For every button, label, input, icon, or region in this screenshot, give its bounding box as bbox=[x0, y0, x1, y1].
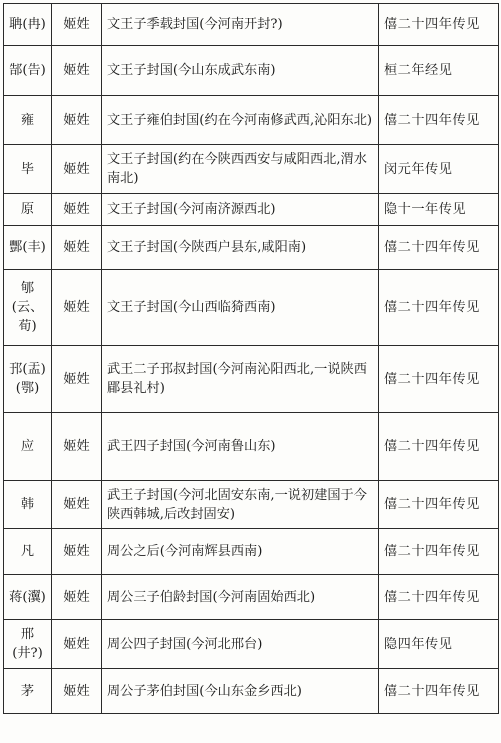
state-name-cell: 郇(云、荀) bbox=[4, 270, 52, 346]
state-name-cell: 毕 bbox=[4, 145, 52, 194]
record-reference-cell: 桓二年经见 bbox=[379, 46, 499, 96]
table-row bbox=[4, 669, 499, 714]
surname-cell: 姬姓 bbox=[52, 413, 102, 481]
fief-description-cell: 周公子茅伯封国(今山东金乡西北) bbox=[102, 669, 379, 714]
record-reference-cell: 僖二十四年传见 bbox=[379, 346, 499, 413]
state-name-cell: 聃(冉) bbox=[4, 4, 52, 46]
fief-description-cell: 周公四子封国(今河北邢台) bbox=[102, 620, 379, 669]
surname-cell: 姬姓 bbox=[52, 575, 102, 620]
table-row bbox=[4, 145, 499, 194]
surname-cell: 姬姓 bbox=[52, 194, 102, 226]
state-name-cell: 雍 bbox=[4, 96, 52, 145]
table-row bbox=[4, 46, 499, 96]
surname-cell: 姬姓 bbox=[52, 145, 102, 194]
table-row bbox=[4, 96, 499, 145]
record-reference-cell: 僖二十四年传见 bbox=[379, 669, 499, 714]
state-name-cell: 酆(丰) bbox=[4, 226, 52, 270]
state-name-cell: 凡 bbox=[4, 529, 52, 575]
record-reference-cell: 闵元年传见 bbox=[379, 145, 499, 194]
record-reference-cell: 僖二十四年传见 bbox=[379, 529, 499, 575]
fief-description-cell: 文王子封国(今山西临猗西南) bbox=[102, 270, 379, 346]
surname-cell: 姬姓 bbox=[52, 346, 102, 413]
fief-description-cell: 武王二子邘叔封国(今河南沁阳西北,一说陕西郿县礼村) bbox=[102, 346, 379, 413]
record-reference-cell: 僖二十四年传见 bbox=[379, 96, 499, 145]
state-name-cell: 韩 bbox=[4, 481, 52, 529]
record-reference-cell: 僖二十四年传见 bbox=[379, 4, 499, 46]
table-row bbox=[4, 194, 499, 226]
table-row bbox=[4, 529, 499, 575]
record-reference-cell: 隐十一年传见 bbox=[379, 194, 499, 226]
table-row bbox=[4, 413, 499, 481]
surname-cell: 姬姓 bbox=[52, 226, 102, 270]
table-row bbox=[4, 575, 499, 620]
record-reference-cell: 僖二十四年传见 bbox=[379, 481, 499, 529]
fief-description-cell: 文王子雍伯封国(约在今河南修武西,沁阳东北) bbox=[102, 96, 379, 145]
surname-cell: 姬姓 bbox=[52, 669, 102, 714]
fief-description-cell: 武王子封国(今河北固安东南,一说初建国于今陕西韩城,后改封固安) bbox=[102, 481, 379, 529]
surname-cell: 姬姓 bbox=[52, 620, 102, 669]
state-name-cell: 应 bbox=[4, 413, 52, 481]
fief-description-cell: 文王子季载封国(今河南开封?) bbox=[102, 4, 379, 46]
table-row bbox=[4, 620, 499, 669]
state-name-cell: 蒋(瀷) bbox=[4, 575, 52, 620]
state-name-cell: 茅 bbox=[4, 669, 52, 714]
table-row bbox=[4, 346, 499, 413]
surname-cell: 姬姓 bbox=[52, 96, 102, 145]
table-row bbox=[4, 4, 499, 46]
record-reference-cell: 僖二十四年传见 bbox=[379, 413, 499, 481]
surname-cell: 姬姓 bbox=[52, 529, 102, 575]
fief-description-cell: 文王子封国(今河南济源西北) bbox=[102, 194, 379, 226]
record-reference-cell: 隐四年传见 bbox=[379, 620, 499, 669]
state-name-cell: 邢(井?) bbox=[4, 620, 52, 669]
feudal-states-table bbox=[3, 3, 499, 714]
table-row bbox=[4, 481, 499, 529]
fief-description-cell: 文王子封国(约在今陕西西安与咸阳西北,渭水南北) bbox=[102, 145, 379, 194]
table-row bbox=[4, 270, 499, 346]
state-name-cell: 郜(告) bbox=[4, 46, 52, 96]
fief-description-cell: 周公三子伯龄封国(今河南固始西北) bbox=[102, 575, 379, 620]
record-reference-cell: 僖二十四年传见 bbox=[379, 575, 499, 620]
surname-cell: 姬姓 bbox=[52, 46, 102, 96]
table-row bbox=[4, 226, 499, 270]
state-name-cell: 邘(盂)(鄂) bbox=[4, 346, 52, 413]
state-name-cell: 原 bbox=[4, 194, 52, 226]
fief-description-cell: 周公之后(今河南辉县西南) bbox=[102, 529, 379, 575]
record-reference-cell: 僖二十四年传见 bbox=[379, 226, 499, 270]
fief-description-cell: 文王子封国(今陕西户县东,咸阳南) bbox=[102, 226, 379, 270]
surname-cell: 姬姓 bbox=[52, 481, 102, 529]
surname-cell: 姬姓 bbox=[52, 270, 102, 346]
record-reference-cell: 僖二十四年传见 bbox=[379, 270, 499, 346]
fief-description-cell: 武王四子封国(今河南鲁山东) bbox=[102, 413, 379, 481]
fief-description-cell: 文王子封国(今山东成武东南) bbox=[102, 46, 379, 96]
surname-cell: 姬姓 bbox=[52, 4, 102, 46]
